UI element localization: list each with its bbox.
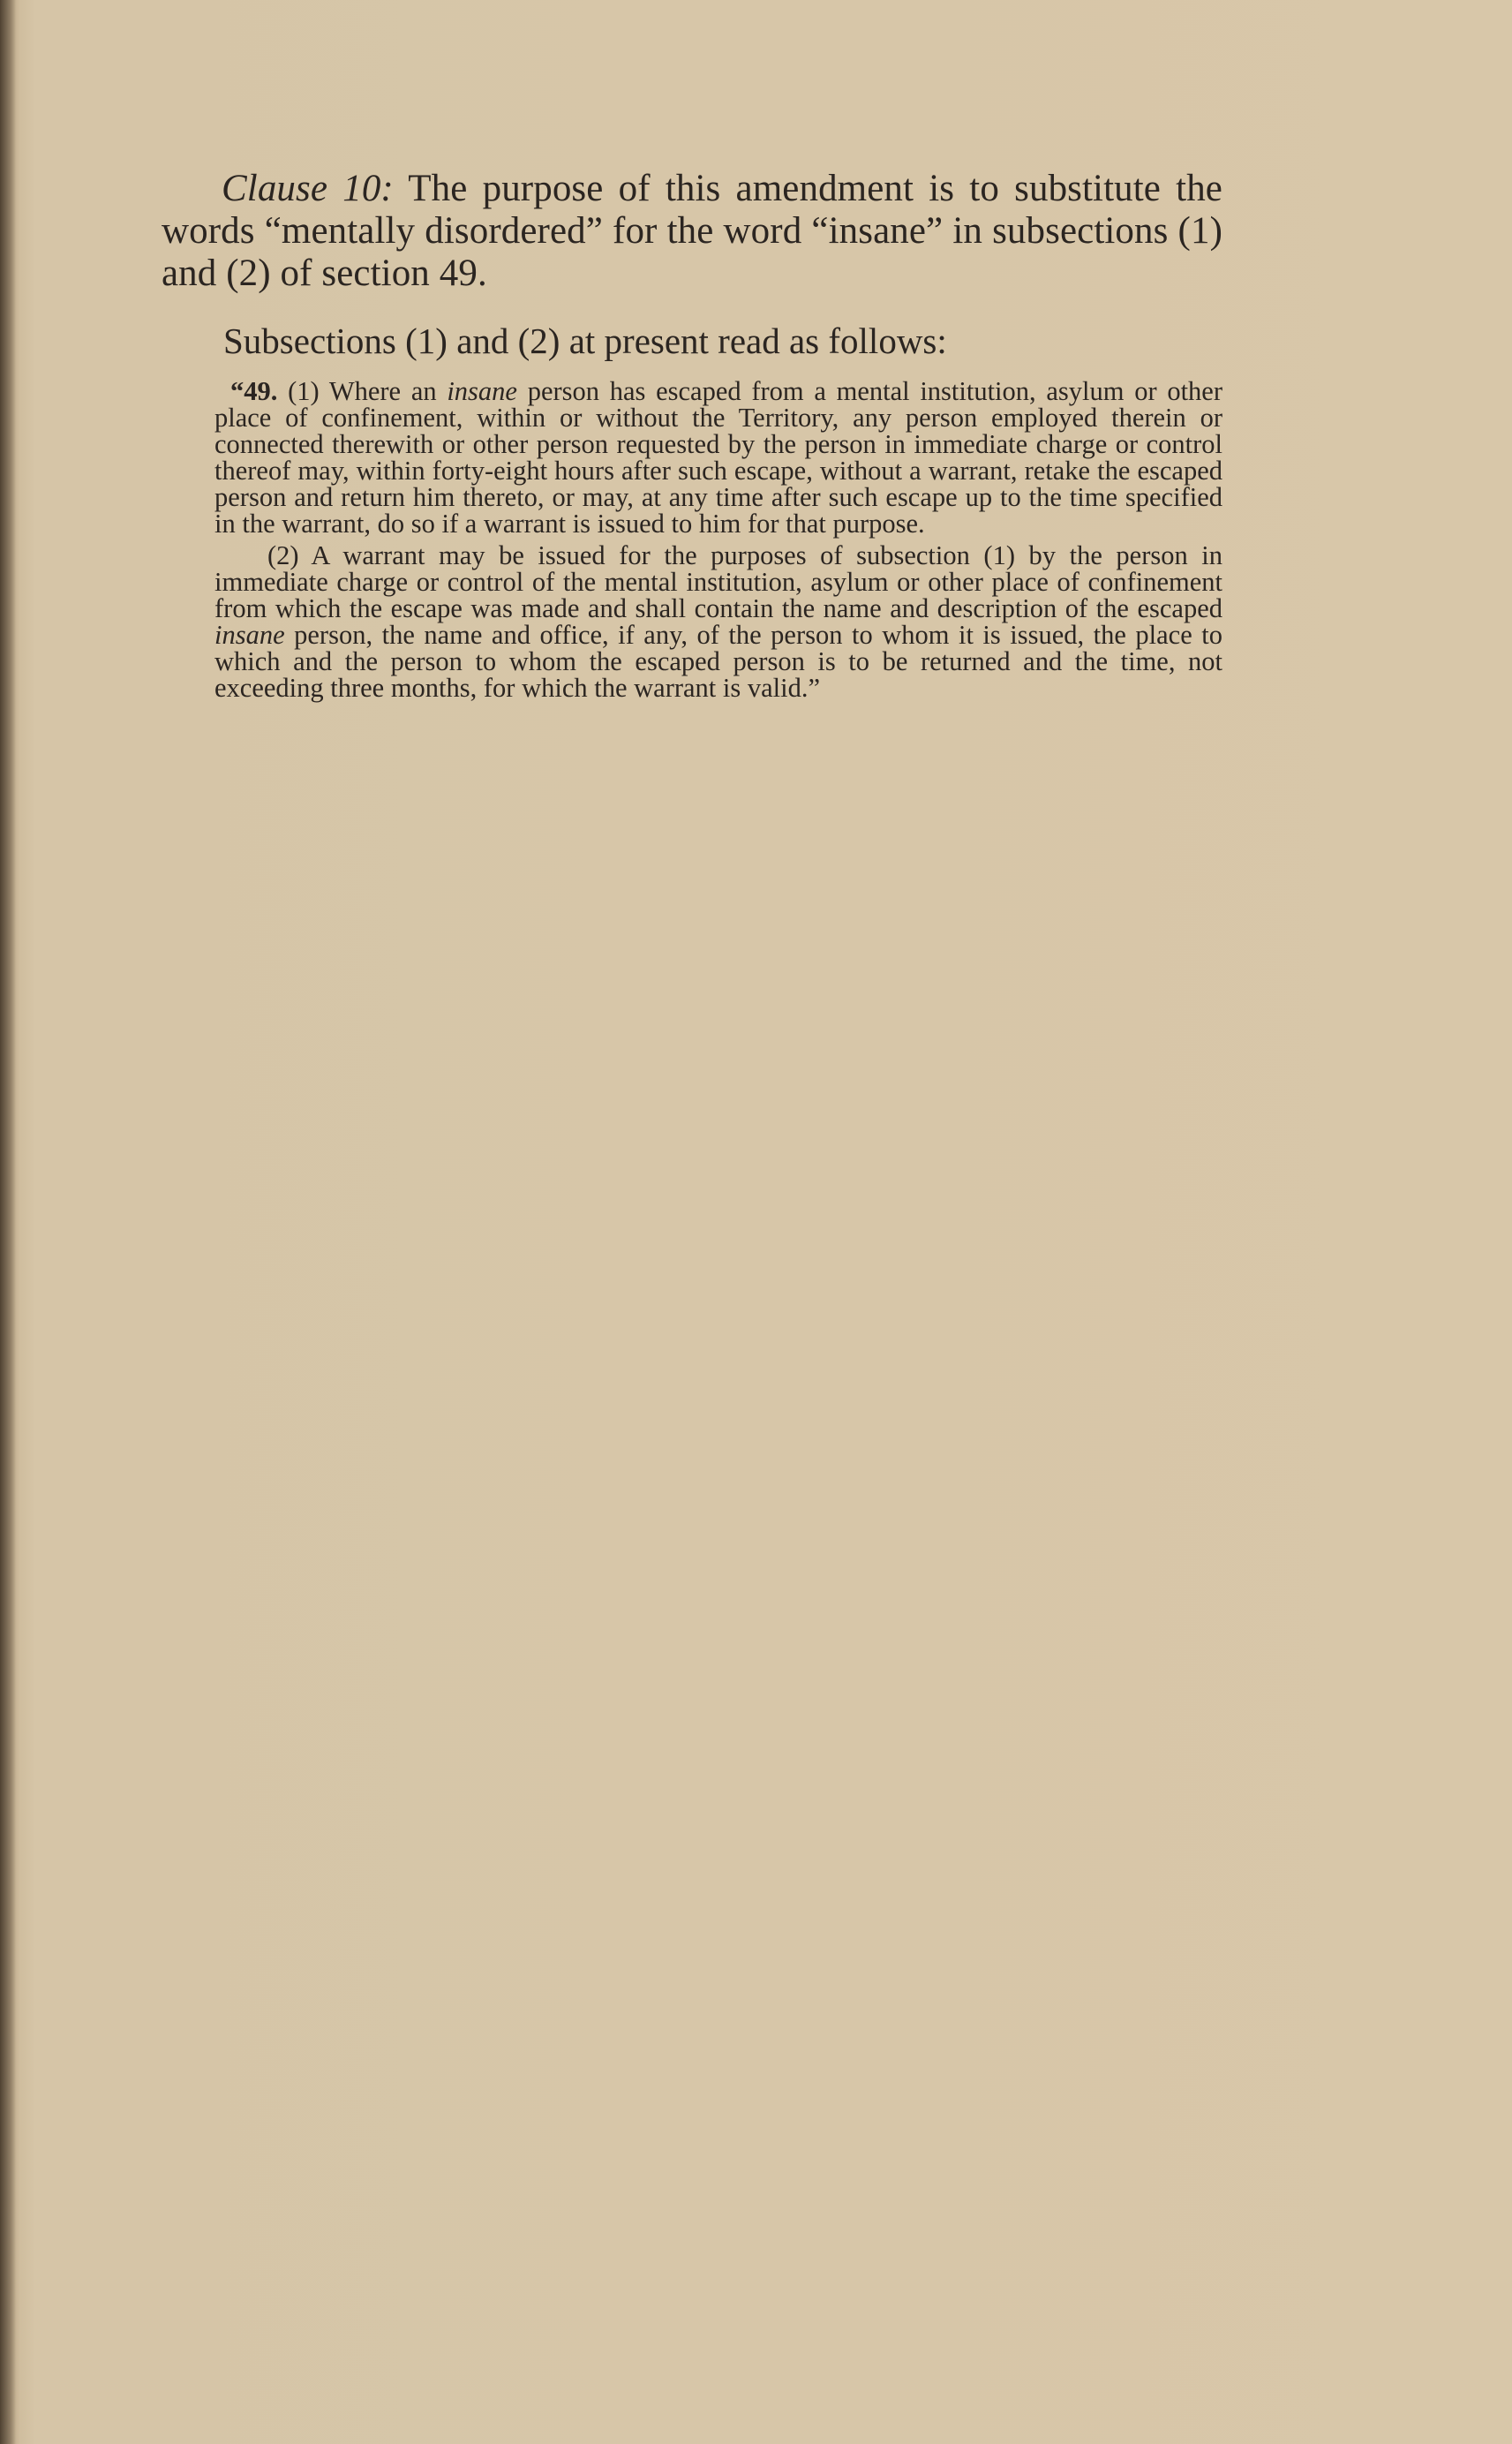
page-content bbox=[162, 168, 1222, 701]
subsection-1-italic-word: insane bbox=[447, 376, 517, 406]
subsection-1-lead: (1) Where an bbox=[277, 376, 448, 406]
clause-text: The purpose of this amendment is to substitute the words “mentally disordered” for the word “insane” in subsections (1) and (2) of section 49. bbox=[162, 168, 1222, 294]
page-binding-edge bbox=[0, 0, 16, 2444]
subsection-2-rest: person, the name and office, if any, of the person to whom it is issued, the place to which and the person to whom the escaped person is to be returned and the time, not exceeding three months, for which the warrant is valid.” bbox=[214, 620, 1222, 703]
subsections-intro: Subsections (1) and (2) at present read as follows: bbox=[223, 321, 947, 361]
subsection-2-lead: (2) A warrant may be issued for the purposes of subsection (1) by the person in immediate charge or control of the mental institution, asylum or other place of confinement from which the escape was made and shall contain the name and description of the escaped bbox=[214, 540, 1222, 623]
quoted-section-49 bbox=[214, 378, 1222, 701]
clause-paragraph bbox=[162, 168, 1222, 295]
subsection-1-rest: person has escaped from a mental institution, asylum or other place of confinement, within or without the Territory, any person employed therein or connected therewith or other person requested by the person in immediate charge or control thereof may, within forty-eight hours after such escape, without a warrant, retake the escaped person and return him thereto, or may, at any time after such escape up to the time specified in the warrant, do so if a warrant is issued to him for that purpose. bbox=[214, 376, 1222, 539]
subsection-1 bbox=[214, 378, 1222, 537]
subsection-2 bbox=[214, 542, 1222, 701]
section-number: “49. bbox=[230, 376, 278, 406]
clause-label: Clause 10: bbox=[222, 168, 394, 209]
subsection-2-italic-word: insane bbox=[214, 620, 285, 650]
